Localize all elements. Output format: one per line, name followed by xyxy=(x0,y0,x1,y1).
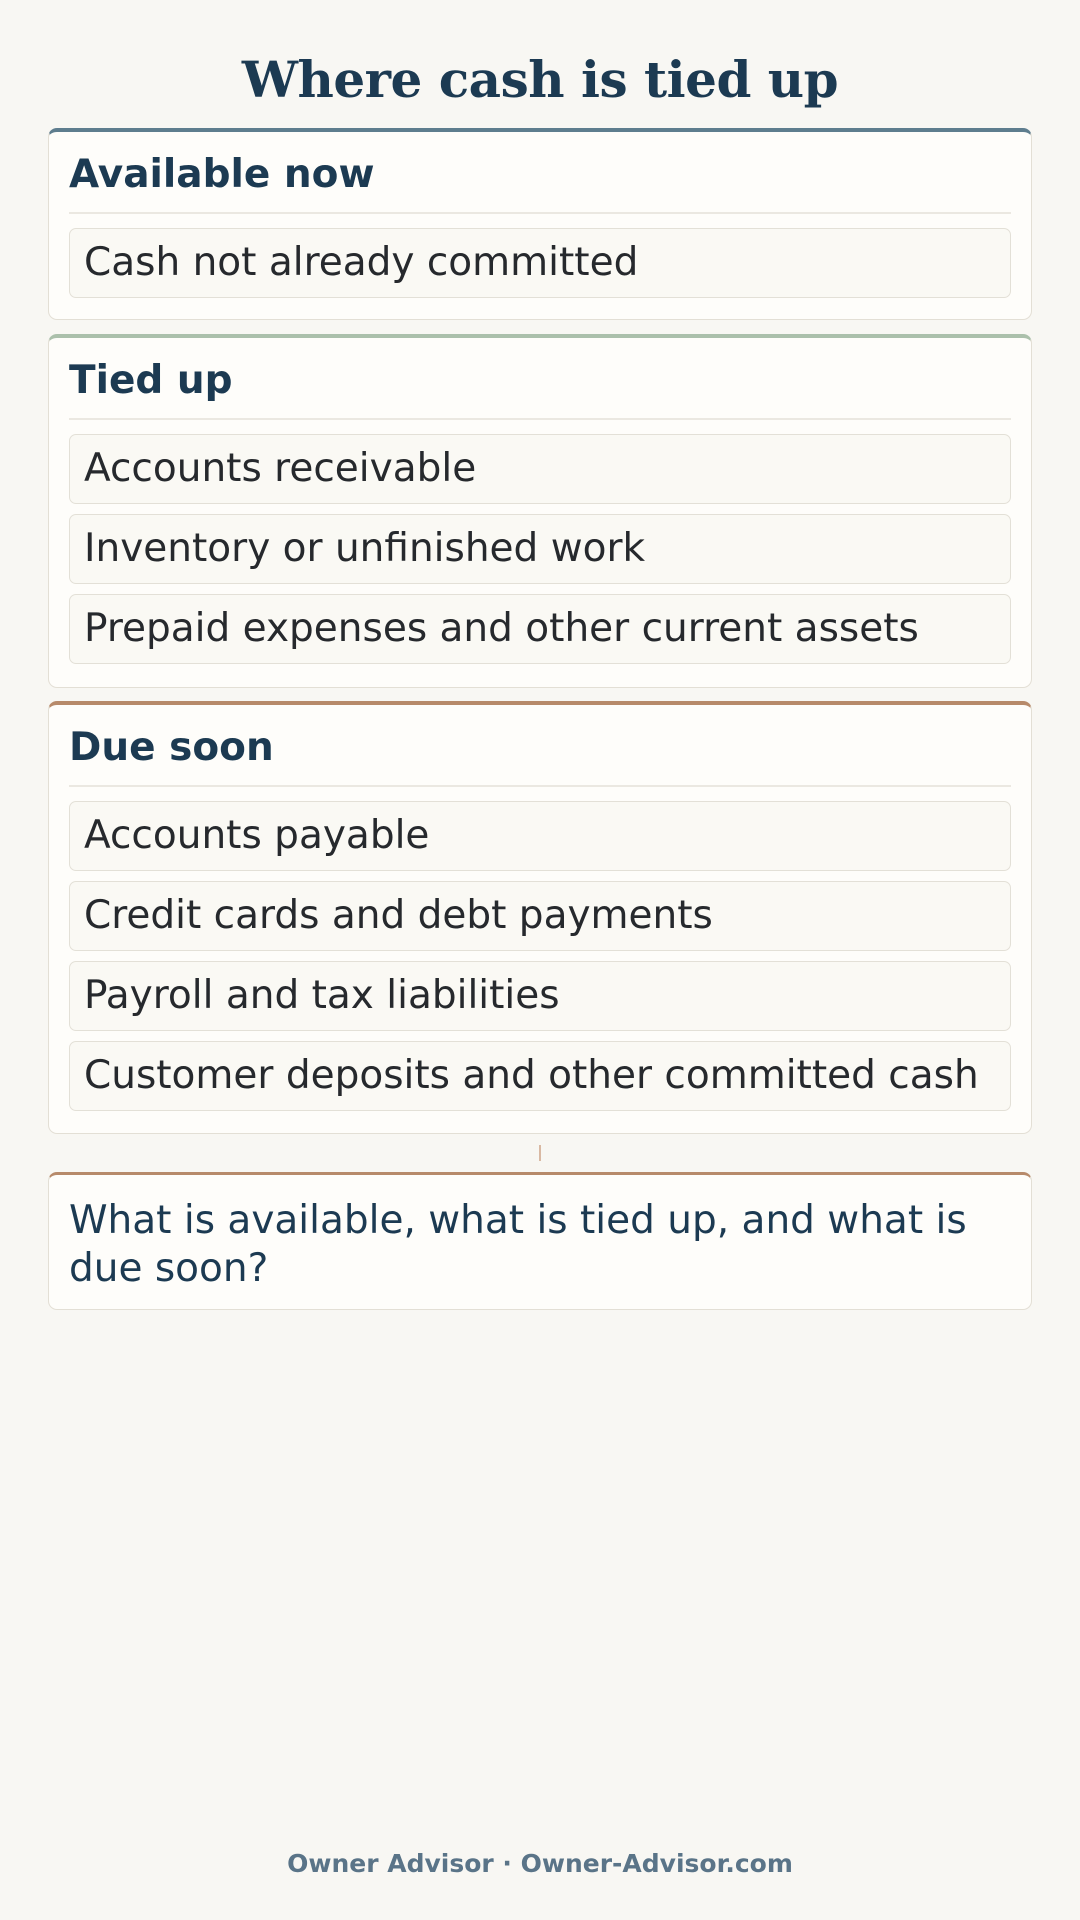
section-available-now xyxy=(48,128,1032,320)
list-item: Inventory or unfinished work xyxy=(69,514,1011,584)
summary-question: What is available, what is tied up, and what is due soon? xyxy=(48,1172,1032,1310)
list-item: Customer deposits and other committed cash xyxy=(69,1041,1011,1111)
list-item: Accounts receivable xyxy=(69,434,1011,504)
list-item: Credit cards and debt payments xyxy=(69,881,1011,951)
list-item: Accounts payable xyxy=(69,801,1011,871)
section-heading: Tied up xyxy=(69,354,1011,420)
section-heading: Due soon xyxy=(69,721,1011,787)
list-item: Prepaid expenses and other current assets xyxy=(69,594,1011,664)
page-title: Where cash is tied up xyxy=(241,50,839,109)
connector-line xyxy=(539,1145,541,1161)
list-item: Payroll and tax liabilities xyxy=(69,961,1011,1031)
section-tied-up xyxy=(48,334,1032,688)
footer-credit: Owner Advisor · Owner-Advisor.com xyxy=(287,1849,793,1878)
list-item: Cash not already committed xyxy=(69,228,1011,298)
section-due-soon xyxy=(48,701,1032,1134)
section-heading: Available now xyxy=(69,148,1011,214)
